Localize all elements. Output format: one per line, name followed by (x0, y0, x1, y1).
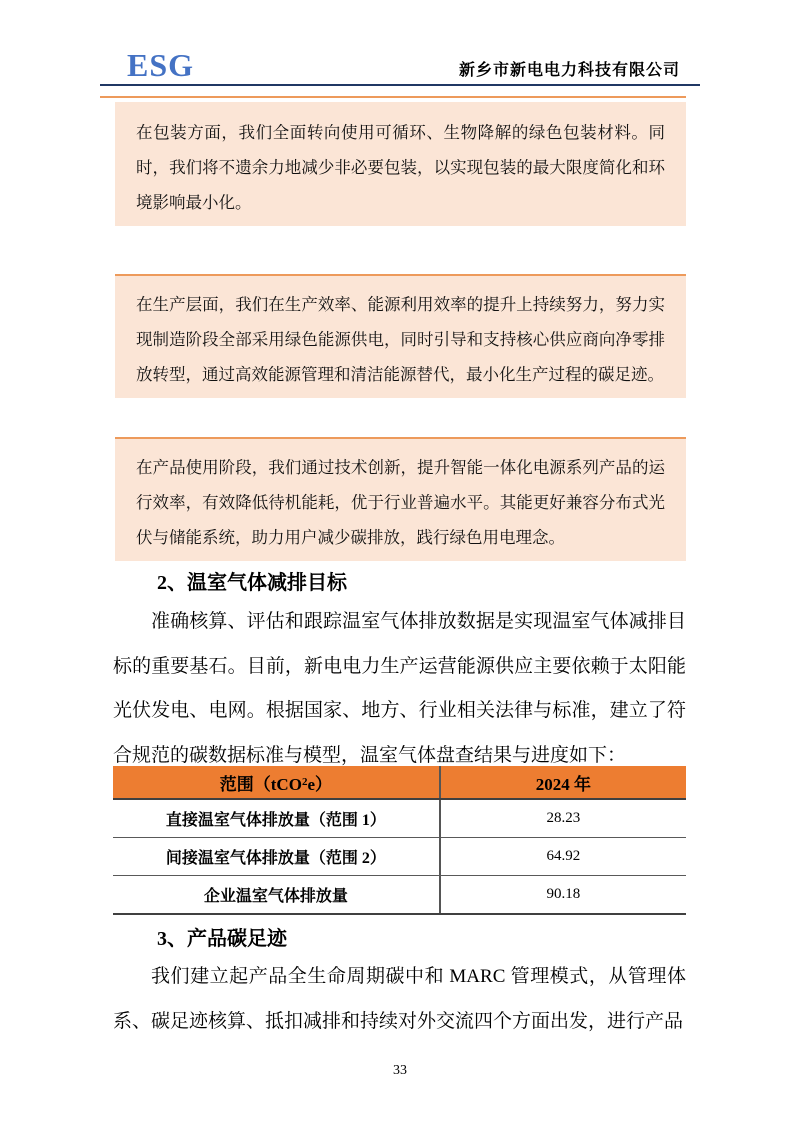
table-row-scope2-value: 64.92 (546, 848, 581, 864)
esg-logo: ESG (127, 47, 195, 83)
company-name: 新乡市新电电力科技有限公司 (458, 62, 680, 79)
table-header-row (113, 766, 686, 800)
table-row-scope2-label: 间接温室气体排放量（范围 2） (113, 838, 441, 875)
table-row-total-value: 90.18 (546, 886, 581, 902)
header-rule-orange (100, 96, 686, 98)
highlight-box-packaging (115, 102, 686, 226)
table-header-year: 2024 年 (535, 774, 591, 794)
paragraph-ghg-reduction: 准确核算、评估和跟踪温室气体排放数据是实现温室气体减排目标的重要基石。目前，新电电力生产运营能源供应主要依赖于太阳能光伏发电、电网。根据国家、地方、行业相关法律与标准，建立了符合规范的碳数据标准与模型，温室气体盘查结果与进度如下： (113, 611, 686, 766)
highlight-box-production-text: 在生产层面，我们在生产效率、能源利用效率的提升上持续努力，努力实现制造阶段全部采用绿色能源供电，同时引导和支持核心供应商向净零排放转型，通过高效能源管理和清洁能源替代，最小化生产过程的碳足迹。 (136, 295, 665, 384)
table-row-scope1-label: 直接温室气体排放量（范围 1） (113, 800, 441, 837)
paragraph-product-footprint: 我们建立起产品全生命周期碳中和 MARC 管理模式，从管理体系、碳足迹核算、抵扣减排和持续对外交流四个方面出发，进行产品 (113, 966, 686, 1032)
page-number: 33 (393, 1063, 407, 1078)
section-heading-product-footprint: 3、产品碳足迹 (157, 928, 287, 950)
table-row-scope1-value: 28.23 (546, 810, 581, 826)
highlight-box-production (115, 274, 686, 398)
table-row-total (113, 876, 686, 915)
section-heading-ghg-reduction: 2、温室气体减排目标 (157, 572, 347, 594)
table-header-scope: 范围（tCO 2 e） (113, 766, 441, 798)
highlight-box-product-use (115, 437, 686, 561)
ghg-emissions-table (113, 766, 686, 915)
highlight-box-product-use-text: 在产品使用阶段，我们通过技术创新，提升智能一体化电源系列产品的运行效率，有效降低待机能耗，优于行业普遍水平。其能更好兼容分布式光伏与储能系统，助力用户减少碳排放，践行绿色用电理念。 (136, 458, 665, 547)
table-row-total-label: 企业温室气体排放量 (113, 876, 441, 913)
scope-label-suffix: e） (307, 774, 332, 794)
highlight-box-packaging-text: 在包装方面，我们全面转向使用可循环、生物降解的绿色包装材料。同时，我们将不遗余力地减少非必要包装，以实现包装的最大限度简化和环境影响最小化。 (136, 123, 665, 212)
table-row-scope1 (113, 800, 686, 838)
table-row-scope2 (113, 838, 686, 876)
scope-label-prefix: 范围（tCO (219, 774, 302, 794)
header-rule-navy (100, 84, 700, 86)
